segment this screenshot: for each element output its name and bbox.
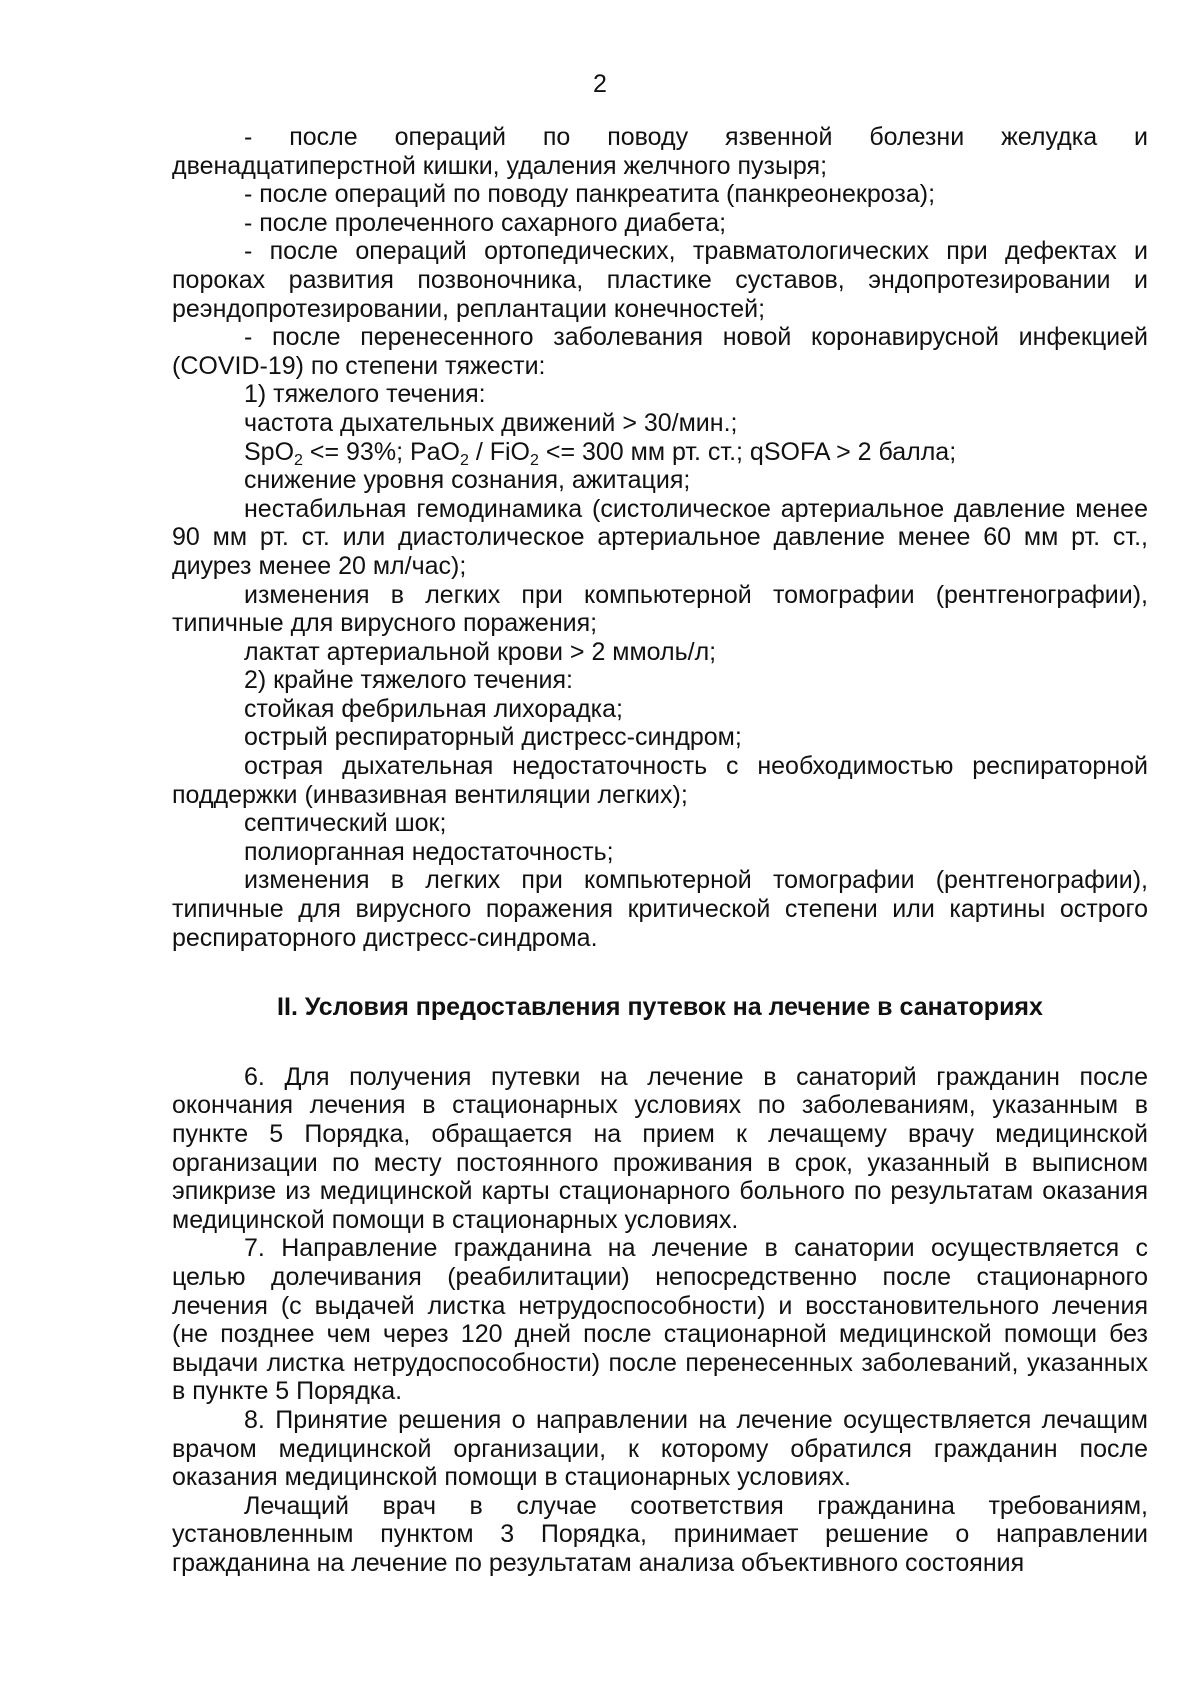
fio2-subscript: 2	[530, 451, 539, 469]
fio2-text: / FiO	[468, 437, 530, 466]
list-item-covid: - после перенесенного заболевания новой коронавирусной инфекцией (COVID-19) по степени тяжести:	[172, 323, 1148, 380]
paragraph-6: 6. Для получения путевки на лечение в санаторий гражданин после окончания лечения в стационарных условиях по заболеваниям, указанным в пункте 5 Порядка, обращается на прием к лечащему врачу медицинской организации по месту постоянного проживания в срок, указанный в выписном эпикризе из медицинской карты стационарного больного по результатам оказания медицинской помощи в стационарных условиях.	[172, 1062, 1148, 1234]
list-item-pancreatitis: - после операций по поводу панкреатита (панкреонекроза);	[244, 180, 936, 209]
severe-hemodynamics: нестабильная гемодинамика (систолическое артериальное давление менее 90 мм рт. ст. или диастолическое артериальное давление менее 60 мм рт. ст., диурез менее 20 мл/час);	[172, 494, 1148, 580]
critical-ct-changes: изменения в легких при компьютерной томографии (рентгенографии), типичные для вирусного поражения критической степени или картины острого респираторного дистресс-синдрома.	[172, 866, 1148, 952]
severe-consciousness: снижение уровня сознания, ажитация;	[244, 466, 691, 495]
paragraph-8: 8. Принятие решения о направлении на лечение осуществляется лечащим врачом медицинской организации, к которому обратился гражданин после оказания медицинской помощи в стационарных условиях.	[172, 1405, 1148, 1492]
severe-oxygen-criteria	[172, 438, 1148, 467]
list-item-diabetes: - после пролеченного сахарного диабета;	[244, 208, 727, 237]
pao2-text: <= 93%; PaO	[302, 437, 460, 466]
spo2-text: SpO	[244, 437, 295, 466]
paragraph-attending-physician: Лечащий врач в случае соответствия гражданина требованиям, установленным пунктом 3 Порядка, принимает решение о направлении гражданина на лечение по результатам анализа объективного состояния	[172, 1491, 1148, 1577]
spo2-subscript: 2	[294, 451, 303, 469]
severe-title: 1) тяжелого течения:	[244, 380, 486, 409]
qsofa-text: <= 300 мм рт. ст.; qSOFA > 2 балла;	[538, 437, 957, 466]
critical-multiorgan-failure: полиорганная недостаточность;	[244, 837, 614, 866]
document-body	[172, 123, 1148, 1578]
list-item-orthopedic: - после операций ортопедических, травматологических при дефектах и пороках развития позвоночника, пластике суставов, эндопротезировании и реэндопротезировании, реплантации конечностей;	[172, 237, 1148, 323]
critical-title: 2) крайне тяжелого течения:	[244, 666, 573, 695]
critical-respiratory-failure: острая дыхательная недостаточность с необходимостью респираторной поддержки (инвазивная вентиляции легких);	[172, 752, 1148, 809]
severe-ct-changes: изменения в легких при компьютерной томографии (рентгенографии), типичные для вирусного поражения;	[172, 580, 1148, 638]
pao2-subscript: 2	[459, 451, 469, 469]
critical-fever: стойкая фебрильная лихорадка;	[244, 694, 624, 723]
critical-ards: острый респираторный дистресс-синдром;	[244, 723, 742, 752]
severe-lactate: лактат артериальной крови > 2 ммоль/л;	[244, 637, 717, 666]
paragraph-7: 7. Направление гражданина на лечение в санатории осуществляется с целью долечивания (реабилитации) непосредственно после стационарного лечения (с выдачей листка нетрудоспособности) и восстановительного лечения (не позднее чем через 120 дней после стационарной медицинской помощи без выдачи листка нетрудоспособности) после перенесенных заболеваний, указанных в пункте 5 Порядка.	[172, 1234, 1148, 1406]
list-item-peptic-ulcer: - после операций по поводу язвенной болезни желудка и двенадцатиперстной кишки, удаления желчного пузыря;	[172, 123, 1148, 180]
page-number: 2	[593, 70, 607, 98]
critical-septic-shock: септический шок;	[244, 809, 447, 838]
severe-respiratory-rate: частота дыхательных движений > 30/мин.;	[244, 408, 738, 437]
section-heading: II. Условия предоставления путевок на лечение в санаториях	[277, 993, 1043, 1022]
